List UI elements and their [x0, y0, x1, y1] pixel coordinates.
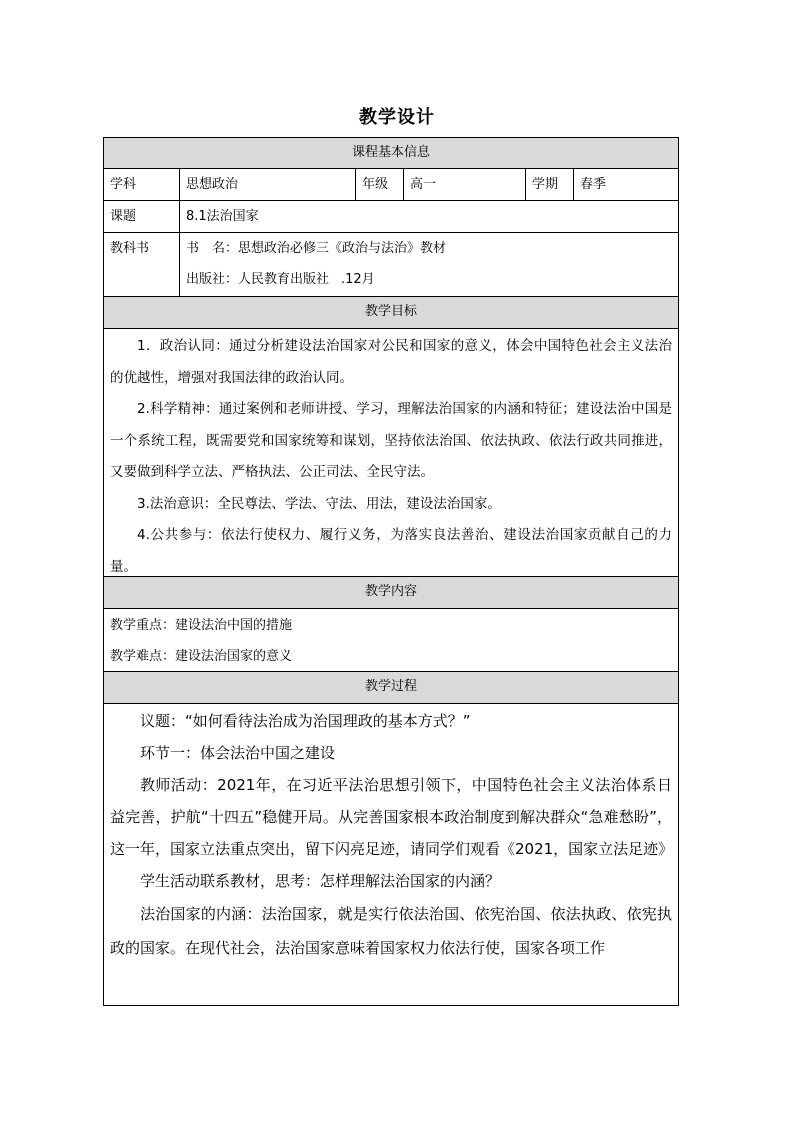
process-body: [103, 704, 679, 1006]
topic-value: 8.1法治国家: [186, 209, 259, 224]
subject-label: 学科: [104, 169, 180, 200]
term-label: 学期: [526, 169, 574, 200]
process-paragraph: 环节一：体会法治中国之建设: [140, 744, 336, 762]
goal-item: 1．政治认同：通过分析建设法治国家对公民和国家的意义，体会中国特色社会主义法治的优越性，增强对我国法律的政治认同。: [110, 338, 672, 386]
process-paragraph: 法治国家的内涵：法治国家，就是实行依法治国、依宪治国、依法执政、依宪执政的国家。在现代社会，法治国家意味着国家权力依法行使，国家各项工作: [110, 905, 672, 957]
section-header-basic-info: 课程基本信息: [103, 137, 679, 169]
topic-label: 课题: [104, 201, 180, 232]
section-header-content: 教学内容: [103, 577, 679, 609]
goals-body: [103, 329, 679, 577]
textbook-publisher-line: [186, 264, 678, 295]
subject-value: 思想政治: [180, 169, 356, 200]
textbook-details: [180, 233, 678, 296]
process-paragraph: 学生活动联系教材，思考：怎样理解法治国家的内涵？: [140, 872, 501, 890]
term-value: 春季: [580, 177, 607, 192]
process-paragraph: 议题：“如何看待法治成为治国理政的基本方式？”: [140, 712, 471, 730]
section-header-process: 教学过程: [103, 672, 679, 704]
document-title: 教学设计: [359, 107, 435, 128]
textbook-date: .12月: [341, 272, 375, 287]
goal-item: 3.法治意识：全民尊法、学法、守法、用法，建设法治国家。: [137, 495, 501, 512]
goal-item: 4.公共参与：依法行使权力、履行义务，为落实良法善治、建设法治国家贡献自己的力量。: [110, 527, 672, 575]
textbook-publisher: 出版社：人民教育出版社: [186, 272, 330, 287]
lesson-plan-table: [103, 137, 679, 1006]
process-paragraph: 教师活动：2021年，在习近平法治思想引领下，中国特色社会主义法治体系日益完善，护航“十四五”稳健开局。从完善国家根本政治制度到解决群众“急难愁盼”，这一年，国家立法重点突出，留下闪亮足迹，请同学们观看《2021，国家立法足迹》: [110, 776, 674, 858]
topic-row: [103, 201, 679, 233]
section-header-goals: 教学目标: [103, 297, 679, 329]
goal-item: 2.科学精神：通过案例和老师讲授、学习，理解法治国家的内涵和特征；建设法治中国是一个系统工程，既需要党和国家统筹和谋划，坚持依法治国、依法执政、依法行政共同推进，又要做到科学立法、严格执法、公正司法、全民守法。: [110, 401, 672, 480]
subject-row: [103, 169, 679, 201]
textbook-name: 书 名：思想政治必修三《政治与法治》教材: [186, 241, 447, 256]
textbook-label: 教科书: [104, 233, 180, 296]
grade-value: 高一: [404, 169, 526, 200]
textbook-row: [103, 233, 679, 297]
grade-label: 年级: [356, 169, 404, 200]
key-point: 教学重点：建设法治中国的措施: [110, 618, 293, 633]
difficult-point: 教学难点：建设法治国家的意义: [110, 649, 293, 664]
content-body: [103, 609, 679, 672]
